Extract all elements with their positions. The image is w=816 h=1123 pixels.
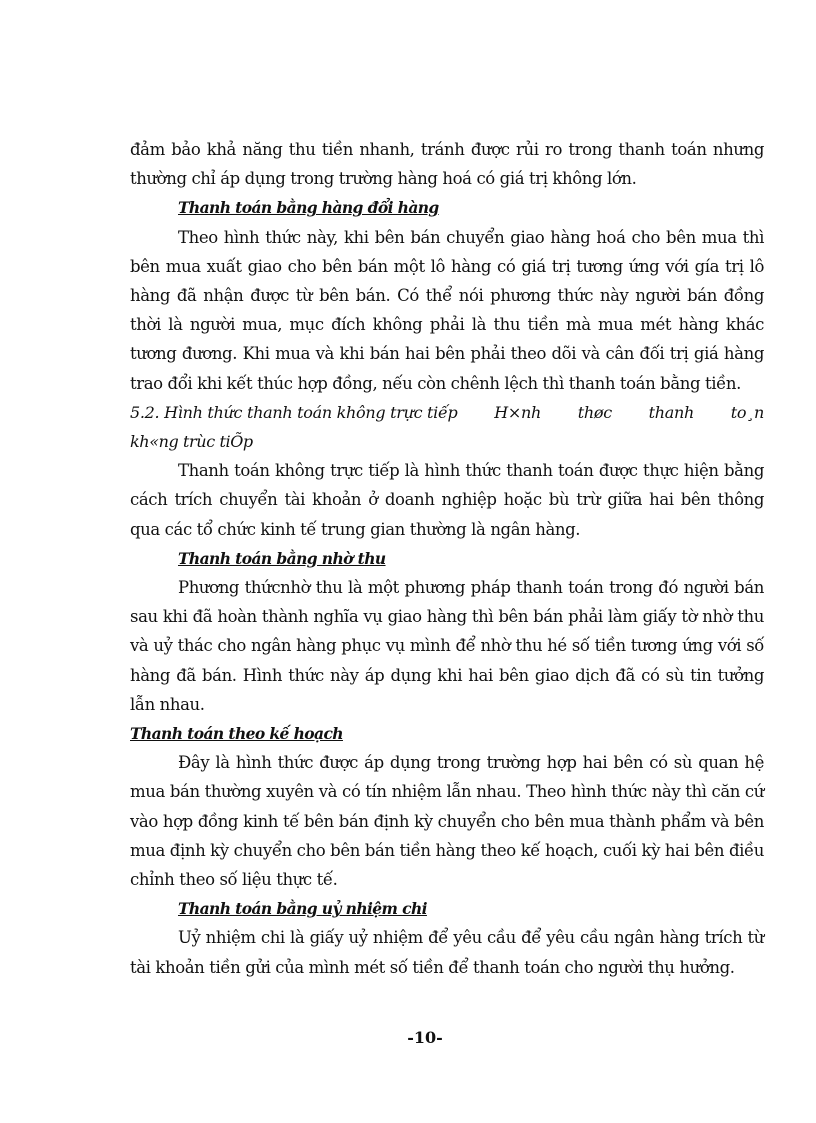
paragraph-2: Theo hình thức này, khi bên bán chuyển giao hàng hoá cho bên mua thì bên mua xuất giao cho bên bán một lô hàng có giá trị tương ứng với gía trị lô hàng đã nhận được từ bên bán. Có thể nói phương thức này người bán đồng thời là người mua, mục đích không phải là thu tiền mà mua mét hàng khác tương đương. Khi mua và khi bán hai bên phải theo dõi và cân đối trị giá hàng trao đổi khi kết thúc hợp đồng, nếu còn chênh lệch thì thanh toán bằng tiền. [130, 227, 764, 393]
section-heading-continuation: kh«ng trùc tiÕp [130, 432, 253, 452]
section-heading-5-2 [130, 398, 764, 427]
paragraph-4: Phương thứcnhờ thu là một phương pháp thanh toán trong đó người bán sau khi đã hoàn thành nghĩa vụ giao hàng thì bên bán phải làm giấy tờ nhờ thu và uỷ thác cho ngân hàng phục vụ mình để nhờ thu hé số tiền tương ứng với số hàng đã bán. Hình thức này áp dụng khi hai bên giao dịch đã có sù tin tưởng lẫn nhau. [130, 578, 764, 714]
heading-text: Thanh toán bằng uỷ nhiệm chi [178, 899, 427, 919]
paragraph-1: đảm bảo khả năng thu tiền nhanh, tránh được rủi ro trong thanh toán nhưng thường chỉ áp dụng trong trường hàng hoá có giá trị không lớn. [130, 140, 764, 189]
section-garbled-word-3: thanh [648, 402, 695, 422]
section-garbled-word-1: H×nh [494, 402, 541, 422]
section-garbled-word-4: to¸n [730, 402, 764, 422]
page-number: -10- [407, 1028, 443, 1047]
section-title: 5.2. Hình thức thanh toán không trực tiếp [130, 402, 458, 422]
heading-barter-payment [130, 193, 764, 222]
heading-collection-payment [130, 544, 764, 573]
document-page [130, 135, 764, 982]
heading-planned-payment [130, 719, 764, 748]
paragraph-5: Đây là hình thức được áp dụng trong trường hợp hai bên có sù quan hệ mua bán thường xuyên và có tín nhiệm lẫn nhau. Theo hình thức này thì căn cứ vào hợp đồng kinh tế bên bán định kỳ chuyển cho bên mua thành phẩm và bên mua định kỳ chuyển cho bên bán tiền hàng theo kế hoạch, cuối kỳ hai bên điều chỉnh theo số liệu thực tế. [130, 753, 764, 890]
heading-text: Thanh toán bằng hàng đổi hàng [178, 198, 439, 218]
paragraph-6: Uỷ nhiệm chi là giấy uỷ nhiệm để yêu cầu để yêu cầu ngân hàng trích từ tài khoản tiền gửi của mình mét số tiền để thanh toán cho người thụ hưởng. [130, 928, 764, 977]
heading-text: Thanh toán theo kế hoạch [130, 724, 343, 744]
section-garbled-word-2: thøc [577, 402, 612, 422]
heading-payment-order [130, 894, 764, 923]
heading-text: Thanh toán bằng nhờ thu [178, 548, 386, 568]
paragraph-3: Thanh toán không trực tiếp là hình thức thanh toán được thực hiện bằng cách trích chuyển tài khoản ở doanh nghiệp hoặc bù trừ giữa hai bên thông qua các tổ chức kinh tế trung gian thường là ngân hàng. [130, 461, 764, 539]
